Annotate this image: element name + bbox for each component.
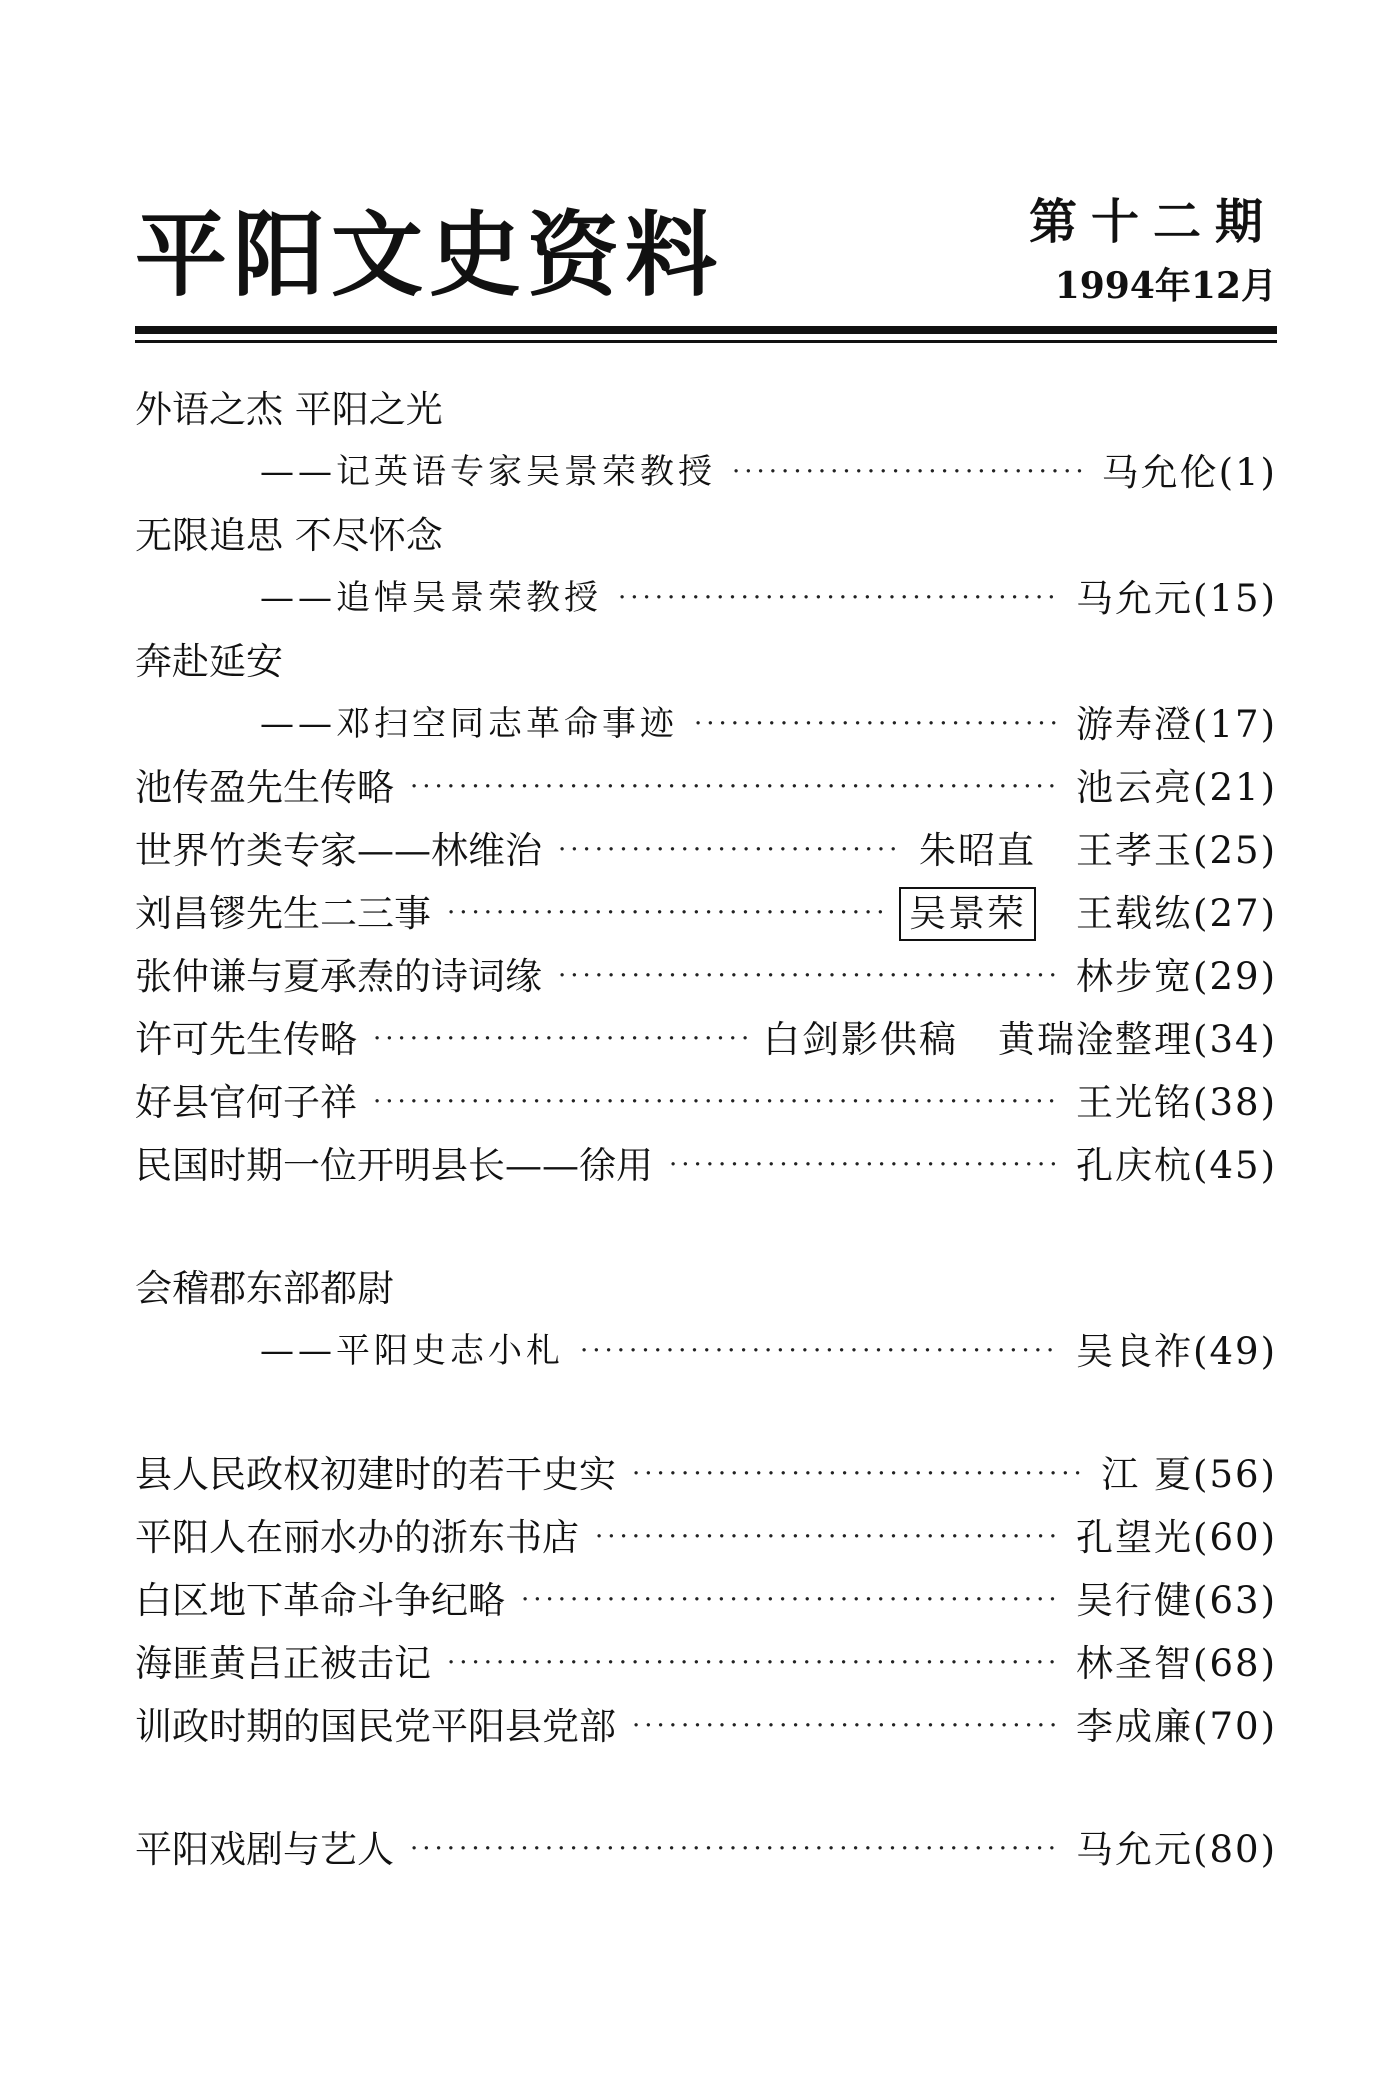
leader-dots bbox=[580, 1320, 1060, 1383]
toc-entry[interactable] bbox=[135, 1695, 1277, 1758]
toc-entry-title: 世界竹类专家——林维治 bbox=[135, 829, 542, 872]
toc-entry[interactable] bbox=[135, 378, 1277, 441]
toc-entry[interactable] bbox=[135, 1008, 1277, 1071]
table-of-contents bbox=[135, 378, 1277, 1881]
leader-dots bbox=[521, 1569, 1060, 1632]
toc-entry-subtitle: ——追悼吴景荣教授 bbox=[260, 578, 602, 618]
toc-entry-title: 民国时期一位开明县长——徐用 bbox=[135, 1144, 653, 1187]
toc-entry-title: 刘昌镠先生二三事 bbox=[135, 892, 431, 935]
leader-dots bbox=[558, 945, 1060, 1008]
toc-entry[interactable] bbox=[135, 567, 1277, 630]
toc-entry[interactable] bbox=[135, 1818, 1277, 1881]
leader-dots bbox=[595, 1506, 1060, 1569]
toc-entry-author-page: 孔庆杭(45) bbox=[1076, 1144, 1277, 1187]
toc-entry-author-page: 林步宽(29) bbox=[1076, 955, 1277, 998]
toc-entry-title: 池传盈先生传略 bbox=[135, 766, 394, 809]
leader-dots bbox=[447, 1632, 1060, 1695]
toc-entry[interactable] bbox=[135, 630, 1277, 693]
toc-entry-author-page: 池云亮(21) bbox=[1076, 766, 1277, 809]
toc-entry-author-page: 林圣智(68) bbox=[1076, 1642, 1277, 1685]
toc-entry-author-page: 黄瑞淦整理(34) bbox=[998, 1018, 1277, 1061]
leader-dots bbox=[410, 1818, 1060, 1881]
toc-entry-author-page: 马允元(80) bbox=[1076, 1828, 1277, 1871]
toc-entry-title: 海匪黄吕正被击记 bbox=[135, 1642, 431, 1685]
leader-dots bbox=[373, 1008, 747, 1071]
section-gap bbox=[135, 1758, 1277, 1818]
toc-entry[interactable] bbox=[135, 1569, 1277, 1632]
leader-dots bbox=[558, 819, 903, 882]
toc-entry-title: 白区地下革命斗争纪略 bbox=[135, 1579, 505, 1622]
toc-entry-coauthor-boxed: 吴景荣 bbox=[899, 887, 1036, 941]
toc-entry[interactable] bbox=[135, 693, 1277, 756]
toc-entry[interactable] bbox=[135, 1134, 1277, 1197]
toc-entry[interactable] bbox=[135, 1632, 1277, 1695]
toc-entry-title: 好县官何子祥 bbox=[135, 1081, 357, 1124]
section-gap bbox=[135, 1383, 1277, 1443]
leader-dots bbox=[632, 1443, 1085, 1506]
toc-entry-author-page: 江 夏(56) bbox=[1101, 1453, 1277, 1496]
toc-entry-title: 许可先生传略 bbox=[135, 1018, 357, 1061]
toc-entry-author-page: 孔望光(60) bbox=[1076, 1516, 1277, 1559]
header-rule-thin bbox=[135, 340, 1277, 343]
toc-entry-coauthor: 朱昭直 bbox=[919, 829, 1037, 872]
toc-entry-title: 奔赴延安 bbox=[135, 640, 283, 683]
toc-entry[interactable] bbox=[135, 1443, 1277, 1506]
issue-number: 第十二期 bbox=[1028, 194, 1277, 250]
toc-entry-title: 平阳戏剧与艺人 bbox=[135, 1828, 394, 1871]
toc-entry-author-page: 王光铭(38) bbox=[1076, 1081, 1277, 1124]
toc-entry[interactable] bbox=[135, 1257, 1277, 1320]
toc-entry[interactable] bbox=[135, 504, 1277, 567]
publication-title: 平阳文史资料 bbox=[135, 201, 724, 309]
toc-entry-subtitle: ——平阳史志小札 bbox=[260, 1331, 564, 1371]
toc-entry[interactable] bbox=[135, 882, 1277, 945]
leader-dots bbox=[669, 1134, 1060, 1197]
leader-dots bbox=[373, 1071, 1060, 1134]
leader-dots bbox=[447, 882, 883, 945]
toc-entry-title: 平阳人在丽水办的浙东书店 bbox=[135, 1516, 579, 1559]
toc-entry-author-page: 吴行健(63) bbox=[1076, 1579, 1277, 1622]
leader-dots bbox=[410, 756, 1060, 819]
toc-entry[interactable] bbox=[135, 1506, 1277, 1569]
toc-entry-title: 县人民政权初建时的若干史实 bbox=[135, 1453, 616, 1496]
toc-entry-author-page: 王载纮(27) bbox=[1076, 892, 1277, 935]
leader-dots bbox=[632, 1695, 1060, 1758]
toc-entry-title: 会稽郡东部都尉 bbox=[135, 1267, 394, 1310]
toc-entry[interactable] bbox=[135, 441, 1277, 504]
toc-entry-author-page: 王孝玉(25) bbox=[1076, 829, 1277, 872]
toc-entry-title: 张仲谦与夏承焘的诗词缘 bbox=[135, 955, 542, 998]
leader-dots bbox=[618, 567, 1060, 630]
toc-entry-author-page: 马允伦(1) bbox=[1101, 451, 1277, 494]
toc-entry-author-page: 吴良祚(49) bbox=[1076, 1330, 1277, 1373]
toc-entry-subtitle: ——邓扫空同志革命事迹 bbox=[260, 704, 678, 744]
toc-entry-title: 外语之杰 平阳之光 bbox=[135, 388, 443, 431]
toc-entry-title: 无限追思 不尽怀念 bbox=[135, 514, 443, 557]
toc-entry-author-page: 游寿澄(17) bbox=[1076, 703, 1277, 746]
leader-dots bbox=[694, 693, 1060, 756]
toc-entry[interactable] bbox=[135, 945, 1277, 1008]
toc-entry-subtitle: ——记英语专家吴景荣教授 bbox=[260, 452, 716, 492]
toc-entry[interactable] bbox=[135, 819, 1277, 882]
toc-entry[interactable] bbox=[135, 1320, 1277, 1383]
toc-entry-contributor: 白剑影供稿 bbox=[763, 1018, 959, 1061]
header-rule-thick bbox=[135, 326, 1277, 334]
section-gap bbox=[135, 1197, 1277, 1257]
toc-entry-author-page: 李成廉(70) bbox=[1076, 1705, 1277, 1748]
issue-date: 1994年12月 bbox=[1054, 265, 1277, 307]
toc-entry[interactable] bbox=[135, 756, 1277, 819]
toc-entry-title: 训政时期的国民党平阳县党部 bbox=[135, 1705, 616, 1748]
toc-entry-author-page: 马允元(15) bbox=[1076, 577, 1277, 620]
leader-dots bbox=[732, 441, 1086, 504]
toc-entry[interactable] bbox=[135, 1071, 1277, 1134]
